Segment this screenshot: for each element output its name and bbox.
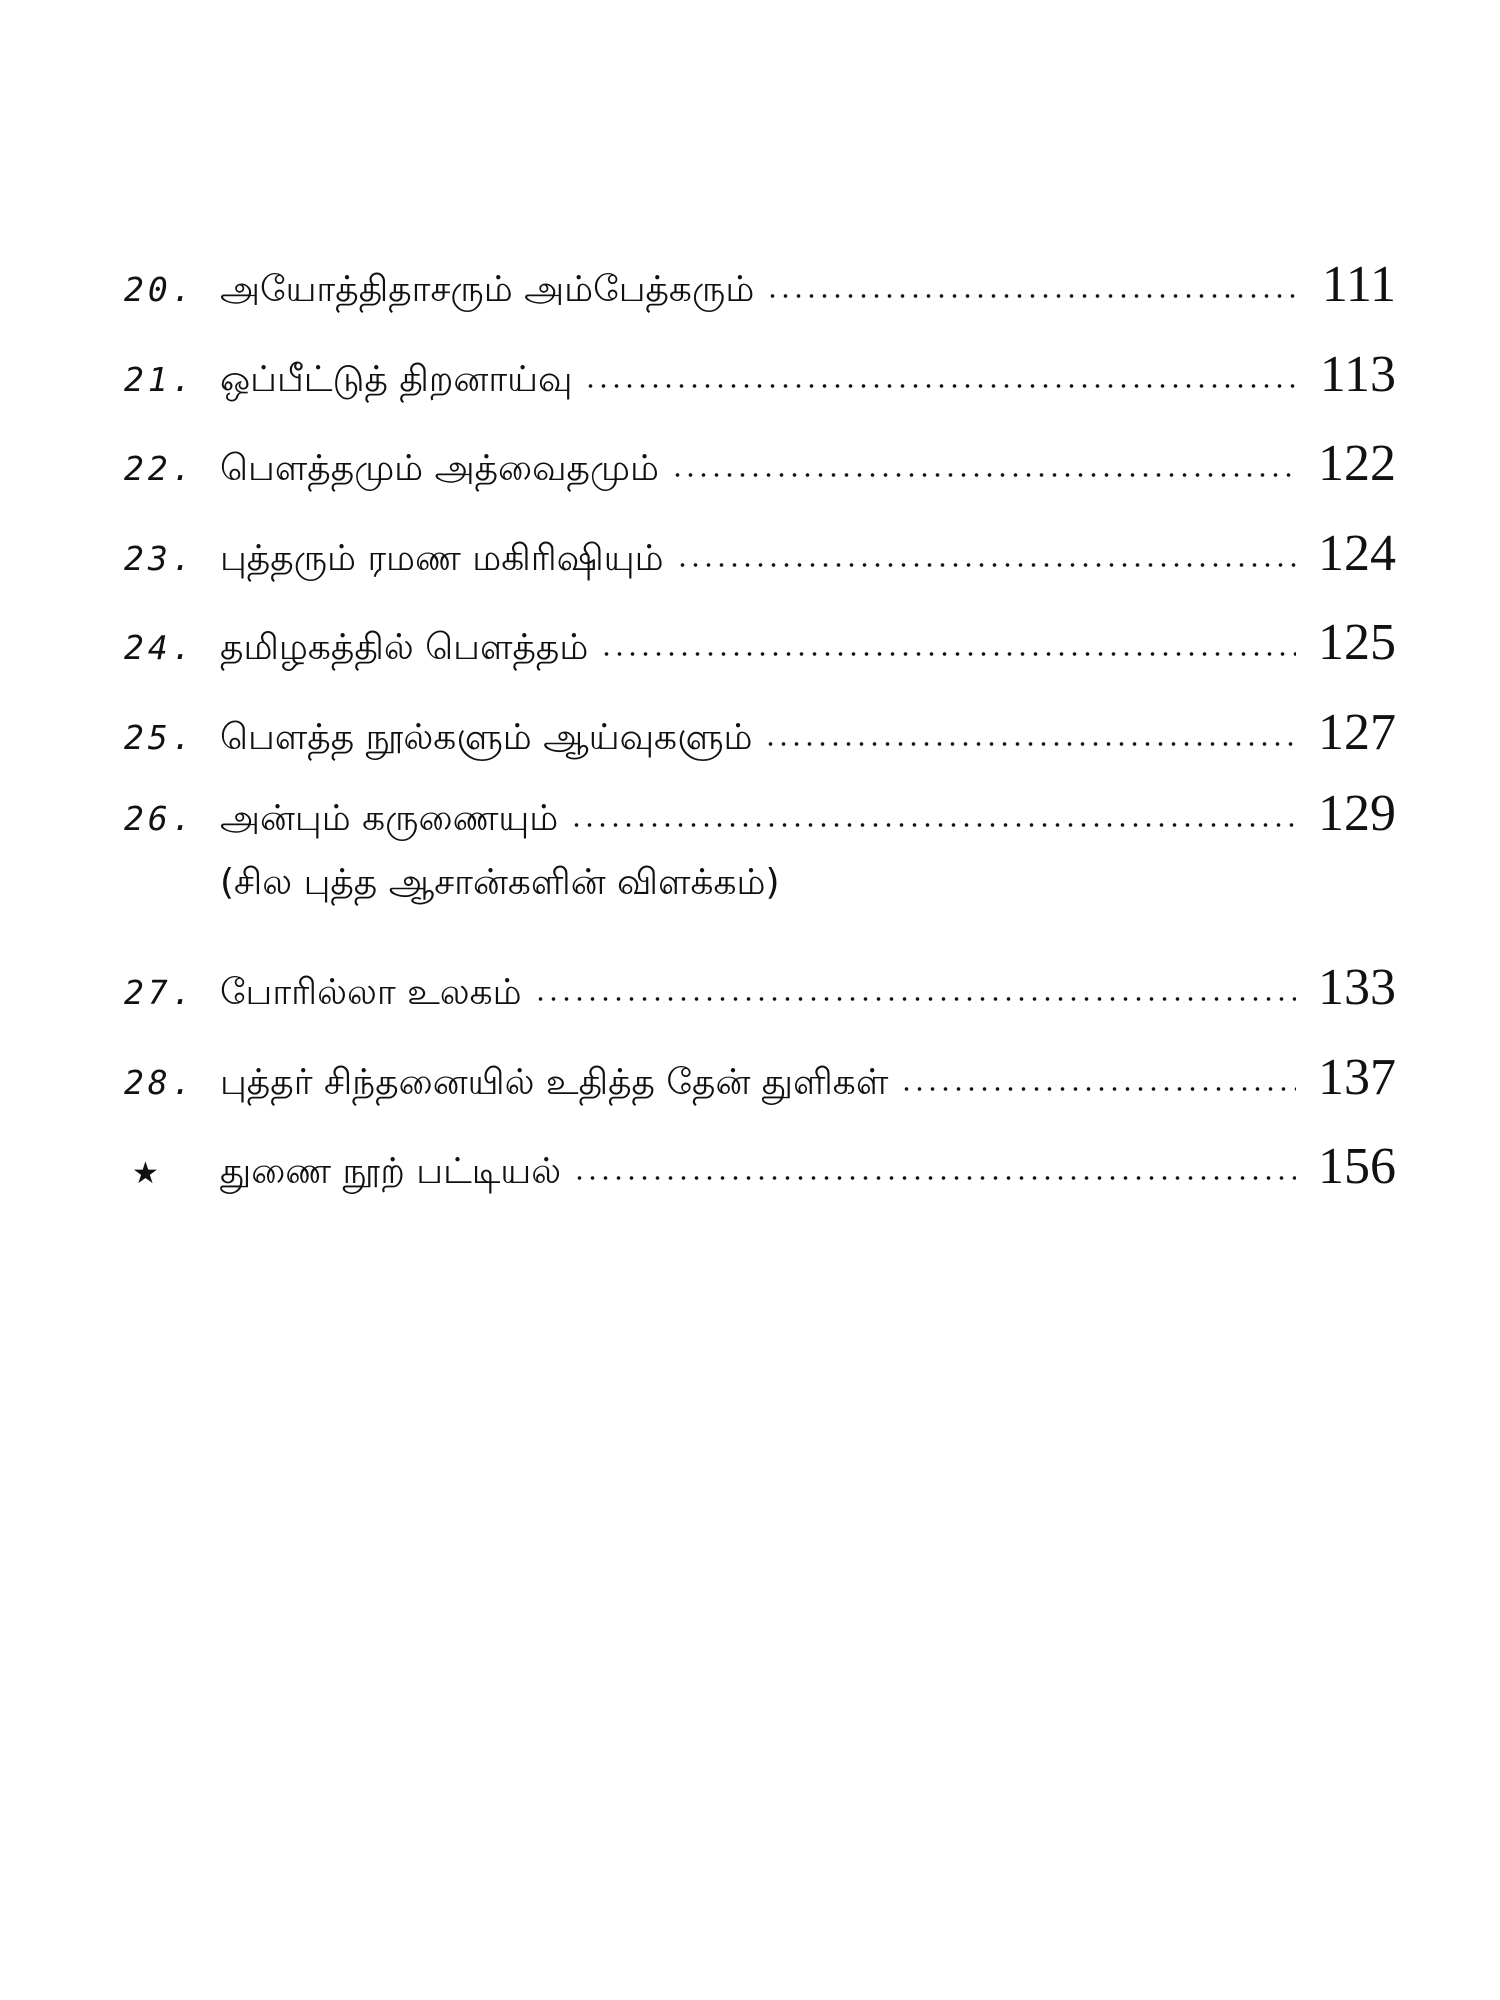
entry-number: 28. <box>124 1062 196 1102</box>
entry-number: 23. <box>124 538 196 578</box>
dot-leader <box>764 741 1296 747</box>
entry-title: பௌத்த நூல்களும் ஆய்வுகளும் <box>220 716 753 758</box>
toc-entry <box>124 1122 1396 1212</box>
entry-title: அயோத்திதாசரும் அம்பேத்கரும் <box>220 269 755 310</box>
entry-title: புத்தர் சிந்தனையில் உதித்த தேன் துளிகள் <box>220 1061 889 1103</box>
dot-leader <box>671 472 1296 478</box>
toc-entry <box>124 509 1396 599</box>
entry-page-number: 127 <box>1318 703 1396 761</box>
entry-page-number: 129 <box>1318 785 1396 842</box>
toc-entry <box>124 1033 1396 1123</box>
dot-leader <box>600 651 1296 657</box>
entry-number: 24. <box>124 628 196 667</box>
toc-entry <box>124 943 1396 1033</box>
toc-entry <box>124 688 1396 778</box>
dot-leader <box>570 822 1296 828</box>
entry-title: துணை நூற் பட்டியல் <box>220 1151 562 1192</box>
entry-title: போரில்லா உலகம் <box>220 972 522 1013</box>
entry-page-number: 137 <box>1318 1048 1396 1106</box>
dot-leader <box>676 562 1296 568</box>
entry-number: 20. <box>124 270 196 309</box>
entry-title: அன்பும் கருணையும் <box>220 798 559 839</box>
entry-page-number: 133 <box>1318 959 1396 1016</box>
entry-number: 21. <box>124 359 196 399</box>
dot-leader <box>573 1175 1296 1181</box>
toc-entry <box>124 419 1396 509</box>
toc-entry <box>124 598 1396 688</box>
entry-number: 22. <box>124 449 196 488</box>
entry-page-number: 113 <box>1319 345 1396 403</box>
toc-entry <box>124 330 1396 420</box>
entry-page-number: 124 <box>1318 524 1396 582</box>
dot-leader <box>584 383 1296 389</box>
dot-leader <box>766 293 1296 299</box>
entry-number: 25. <box>124 717 196 757</box>
entry-title: தமிழகத்தில் பௌத்தம் <box>220 627 589 668</box>
star-icon: ★ <box>132 1156 159 1191</box>
toc-entry <box>124 240 1396 330</box>
entry-page-number: 125 <box>1318 614 1396 671</box>
entry-page-number: 156 <box>1318 1138 1396 1195</box>
entry-subtitle: (சில புத்த ஆசான்களின் விளக்கம்) <box>220 862 780 903</box>
entry-page-number: 122 <box>1318 435 1396 492</box>
entry-number: 26. <box>124 799 196 838</box>
entry-title: ஒப்பீட்டுத் திறனாய்வு <box>220 358 573 400</box>
entry-number: 27. <box>124 973 196 1012</box>
dot-leader <box>534 996 1296 1002</box>
entry-title: புத்தரும் ரமண மகிரிஷியும் <box>220 537 664 579</box>
table-of-contents <box>124 240 1396 1212</box>
dot-leader <box>900 1086 1296 1092</box>
entry-page-number: 111 <box>1321 256 1396 313</box>
entry-title: பௌத்தமும் அத்வைதமும் <box>220 448 659 489</box>
toc-entry <box>124 777 1396 851</box>
